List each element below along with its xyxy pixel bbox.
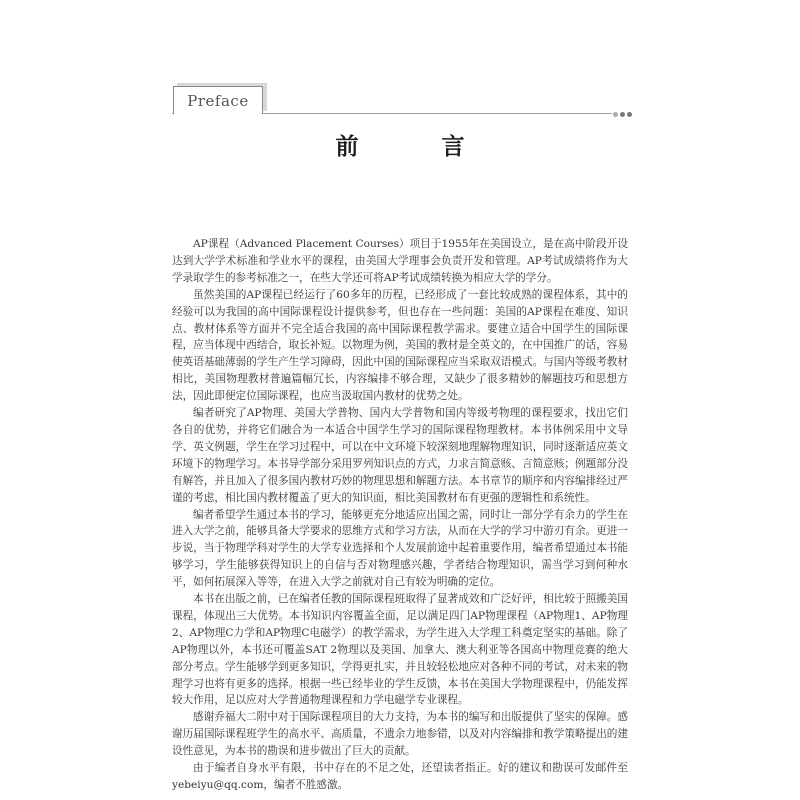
paragraph: 感谢乔福大二附中对于国际课程项目的大力支持，为本书的编写和出版提供了坚实的保障。感谢历届国际课程班学生的高水平、高质量，不遗余力地参错，以及对内容编排和教学策略提出的建设性意见，为本书的勘误和进步做出了巨大的贡献。	[172, 711, 628, 758]
decorative-dots-icon	[613, 112, 632, 117]
page-title: 前 言	[335, 134, 495, 160]
preface-body	[172, 236, 628, 794]
paragraph: 由于编者自身水平有限，书中存在的不足之处，还望读者指正。好的建议和勘误可发邮件至yebeiyu@qq.com，编者不胜感激。	[172, 762, 628, 791]
section-label-box	[173, 86, 263, 114]
paragraph: 虽然美国的AP课程已经运行了60多年的历程，已经形成了一套比较成熟的课程体系，其中的经验可以为我国的高中国际课程设计提供参考，但也存在一些问题：美国的AP课程在难度、知识点、教材体系等方面并不完全适合我国的高中国际课程教学需求。要建立适合中国学生的国际课程，应当体现中西结合，取长补短。以物理为例，美国的教材是全英文的，在中国推广的话，容易使英语基础薄弱的学生产生学习障碍，因此中国的国际课程应当采取双语模式。与国内等级考教材相比，美国物理教材普遍篇幅冗长，内容编排不够合理，又缺少了很多精妙的解题技巧和思想方法，因此即便定位国际课程，也应当汲取国内教材的优势之处。	[172, 288, 628, 403]
paragraph: AP课程（Advanced Placement Courses）项目于1955年在美国设立，是在高中阶段开设达到大学学术标准和学业水平的课程，由美国大学理事会负责开发和管理。AP考试成绩将作为大学录取学生的参考标准之一，在些大学还可将AP考试成绩转换为相应大学的学分。	[172, 238, 628, 284]
paragraph: 编者希望学生通过本书的学习，能够更充分地适应出国之需，同时让一部分学有余力的学生在进入大学之前，能够具备大学要求的思维方式和学习方法，从而在大学的学习中游刃有余。更进一步说，当于物理学科对学生的大学专业选择和个人发展前途中起着重要作用，编者希望通过本书能够学习，学生能够获得知识上的自信与否对物理感兴趣，学者结合物理知识，需当学习到何种水平，如何拓展深入等等，在进入大学之前就对自己有较为明确的定位。	[172, 508, 628, 589]
paragraph: 本书在出版之前，已在编者任教的国际课程班取得了显著成效和广泛好评，相比较于照搬美国课程，体现出三大优势。本书知识内容覆盖全面，足以满足四门AP物理课程（AP物理1、AP物理2、AP物理C力学和AP物理C电磁学）的教学需求，为学生进入大学理工科奠定坚实的基础。除了AP物理以外，本书还可覆盖SAT 2物理以及美国、加拿大、澳大利亚等各国高中物理竞赛的绝大部分考点。学生能够学到更多知识，学得更扎实，并且较轻松地应对各种不同的考试，对未来的物理学习也将有更多的选择。根据一些已经毕业的学生反馈，本书在美国大学物理课程中，仍能发挥较大作用，足以应对大学普通物理课程和力学电磁学专业课程。	[172, 593, 628, 707]
paragraph: 编者研究了AP物理、美国大学普物、国内大学普物和国内等级考物理的课程要求，找出它们各自的优势，并将它们融合为一本适合中国学生学习的国际课程物理教材。本书体例采用中文导学、英文例题，学生在学习过程中，可以在中文环境下较深刻地理解物理知识，同时逐渐适应英文环境下的物理学习。本书导学部分采用罗列知识点的方式，力求言简意赅、言简意赅；例题部分没有解答，并且加入了很多国内教材巧妙的物理思想和解题方法。本书章节的顺序和内容编排经过严谨的考虑，相比国内教材覆盖了更大的知识面，相比美国教材布有更强的逻辑性和系统性。	[172, 407, 628, 504]
section-label: Preface	[187, 91, 249, 110]
